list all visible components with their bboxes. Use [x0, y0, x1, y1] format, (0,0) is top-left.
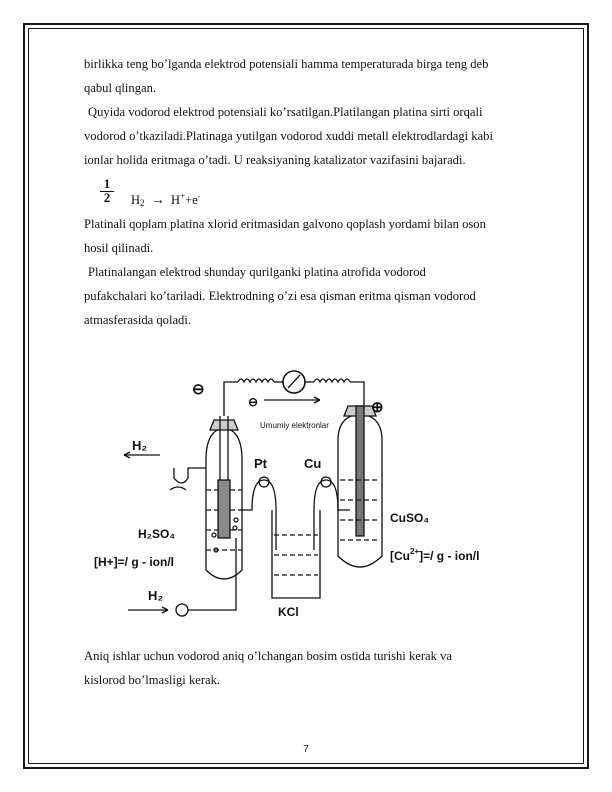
h2-inlet-tube: [188, 538, 236, 610]
galvanic-cell-diagram: [88, 360, 508, 630]
hplus-superscript: +: [180, 191, 186, 201]
text-line: kislorod bo’lmasligi kerak.: [84, 673, 221, 687]
kcl-label: KCl: [278, 605, 299, 619]
fraction-numerator: 1: [103, 176, 111, 191]
cu-concentration-b: ]=/ g - ion/l: [419, 549, 480, 563]
cu-electrode: [356, 406, 364, 536]
text-line: Aniq ishlar uchun vodorod aniq o’lchangan bosim ostida turishi kerak va: [84, 649, 452, 663]
text-line: hosil qilinadi.: [84, 241, 154, 255]
outlet-bubbler: [170, 487, 186, 490]
h-concentration-label: [H+]=/ g - ion/l: [94, 555, 174, 569]
h2-subscript: 2: [140, 198, 145, 209]
h2-inlet-valve: [176, 604, 188, 616]
electron-flow-label: Umumiy elektronlar: [260, 421, 329, 430]
plus-terminal: ⊕: [371, 399, 384, 416]
h2-out-label: H₂: [132, 438, 148, 453]
text-line: Quyida vodorod elektrod potensiali ko’rsatilgan.Platilangan platina sirti orqali: [88, 105, 483, 119]
bridge-valve-left: [259, 477, 269, 487]
h2-symbol: H: [131, 193, 141, 208]
text-line: atmasferasida qoladi.: [84, 313, 192, 327]
bubble: [233, 526, 237, 530]
page-number: 7: [303, 744, 309, 755]
text-line: qabul qlingan.: [84, 81, 157, 95]
coil-right: [314, 379, 350, 382]
cuso4-label: CuSO₄: [390, 511, 430, 525]
pt-label: Pt: [254, 456, 267, 471]
formula-body: [131, 191, 200, 209]
wire-left: [224, 382, 238, 416]
cu-concentration-a: [Cu: [390, 549, 410, 563]
text-line: pufakchalari ko’tariladi. Elektrodning o’zi esa qisman eritma qisman vodorod: [84, 289, 476, 303]
electron-superscript: -: [197, 192, 201, 201]
kcl-liquid-lines: [274, 535, 318, 575]
bubble: [212, 533, 216, 537]
cu-concentration-sup: 2+: [410, 547, 420, 556]
bubble: [234, 518, 238, 522]
kcl-vessel: [272, 510, 320, 598]
minus-terminal: ⊖: [192, 381, 205, 398]
bridge-valve-right: [321, 477, 331, 487]
text-line: Platinali qoplam platina xlorid eritmasidan galvono qoplash yordami bilan oson: [84, 217, 486, 231]
cu-concentration-label: [390, 547, 479, 563]
cu-label: Cu: [304, 456, 322, 471]
hplus-symbol: H: [171, 193, 181, 208]
left-stopper: [210, 420, 238, 430]
h2so4-label: H₂SO₄: [138, 527, 176, 541]
electron-term: +e: [185, 193, 198, 208]
galvanometer-needle: [288, 375, 300, 388]
salt-bridge-left: [242, 480, 276, 550]
text-line: vodorod o’tkaziladi.Platinaga yutilgan vodorod xuddi metall elektrodlardagi kabi: [84, 129, 493, 143]
fraction-denominator: 2: [103, 190, 111, 205]
text-line: ionlar holida eritmaga o’tadi. U reaksiyaning katalizator vazifasini bajaradi.: [84, 153, 466, 167]
h2-outlet-tube: [174, 468, 206, 483]
minus-small: ⊖: [248, 395, 259, 409]
pt-plate: [218, 480, 230, 538]
text-line: Platinalangan elektrod shunday qurilganki platina atrofida vodorod: [88, 265, 426, 279]
arrow-symbol: →: [150, 193, 165, 209]
h2-in-label: H₂: [148, 588, 164, 603]
coil-left: [238, 379, 274, 382]
text-line: birlikka teng bo’lganda elektrod potensiali hamma temperaturada birga teng deb: [84, 57, 489, 71]
